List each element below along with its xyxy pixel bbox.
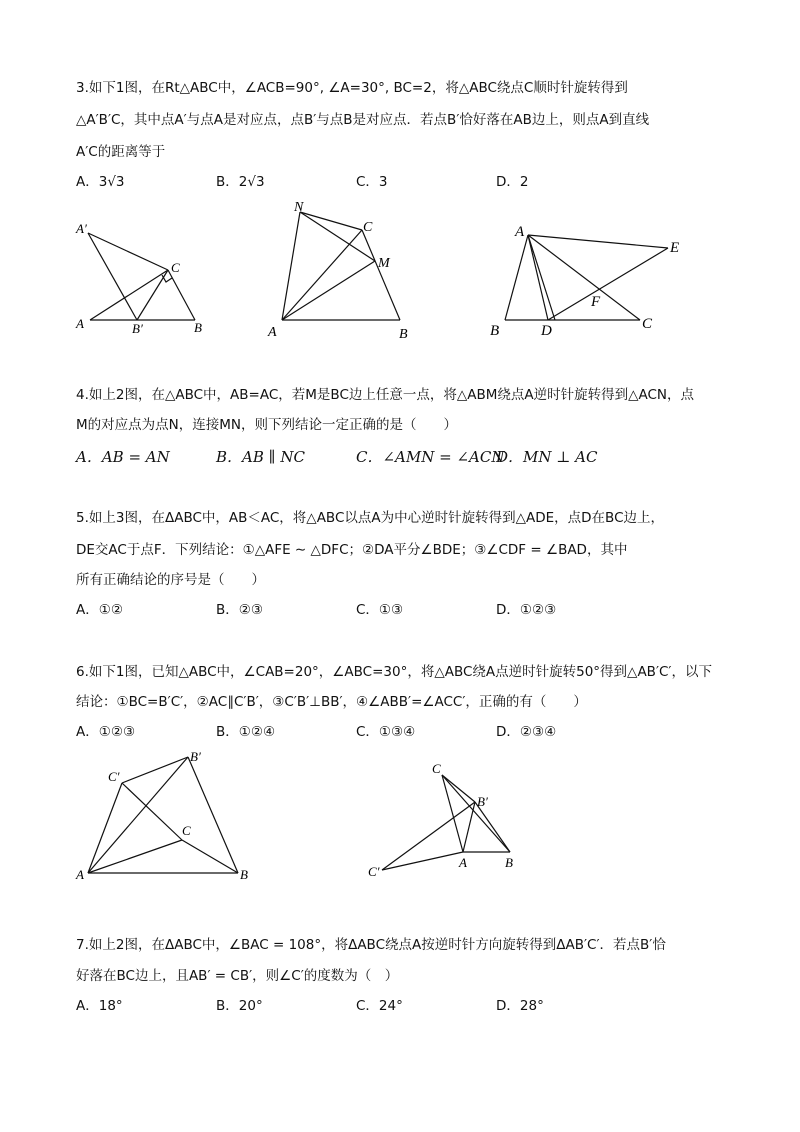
q3-line3: A′C的距离等于	[76, 144, 166, 160]
q6-option-c: C．①③④	[356, 724, 416, 740]
q7-option-a: A．18°	[76, 998, 123, 1014]
fig2-label-n: N	[294, 200, 304, 215]
fig3-label-b: B	[490, 323, 500, 339]
fig3-label-d: D	[541, 323, 552, 339]
q5-line3: 所有正确结论的序号是（ ）	[76, 572, 265, 588]
q4-option-c: C．∠AMN = ∠ACN	[356, 448, 505, 466]
figure-row-1	[70, 195, 730, 350]
fig2-label-c: C	[363, 220, 373, 235]
fig4-label-c: C	[182, 823, 191, 838]
q6-line1: 6.如下1图，已知△ABC中，∠CAB=20°，∠ABC=30°，将△ABC绕A点逆时针旋转50°得到△AB′C′，以下	[76, 664, 712, 680]
fig4-label-a: A	[76, 867, 84, 882]
fig1-label-b: B	[194, 320, 202, 335]
fig5-label-b: B	[505, 855, 513, 870]
fig4-label-b: B	[240, 867, 248, 882]
q3-option-c: C．3	[356, 174, 388, 190]
fig4-label-b-prime: B′	[190, 749, 201, 764]
fig2-label-b: B	[399, 327, 408, 342]
q4-option-b: B．AB ∥ NC	[216, 448, 305, 466]
q4-line2: M的对应点为点N，连接MN，则下列结论一定正确的是（ ）	[76, 417, 457, 433]
fig3-label-e: E	[670, 240, 680, 256]
q3-option-a: A．3√3	[76, 174, 125, 190]
q6-option-d: D．②③④	[496, 724, 557, 740]
q5-option-a: A．①②	[76, 602, 123, 618]
q5-line1: 5.如上3图，在ΔABC中，AB＜AC，将△ABC以点A为中心逆时针旋转得到△ADE，点D在BC边上，	[76, 510, 665, 526]
fig4-label-c-prime: C′	[108, 769, 120, 784]
q7-line2: 好落在BC边上，且AB′ = CB′，则∠C′的度数为（ ）	[76, 968, 399, 984]
q6-option-a: A．①②③	[76, 724, 136, 740]
figure-5	[382, 775, 510, 870]
fig1-label-b-prime: B′	[132, 321, 143, 336]
fig1-label-c: C	[171, 260, 180, 275]
q3-option-b: B．2√3	[216, 174, 265, 190]
fig1-label-a: A	[76, 316, 84, 331]
q3-line2: △A′B′C，其中点A′与点A是对应点，点B′与点B是对应点．若点B′恰好落在AB边上，则点A到直线	[76, 112, 650, 128]
q4-option-a: A．AB = AN	[76, 448, 170, 466]
q7-option-b: B．20°	[216, 998, 263, 1014]
fig2-label-m: M	[378, 256, 390, 271]
figure-1	[88, 233, 195, 320]
q5-option-c: C．①③	[356, 602, 404, 618]
fig3-label-c: C	[642, 316, 653, 332]
fig2-label-a: A	[268, 325, 277, 340]
fig5-label-c-prime: C′	[368, 864, 380, 879]
fig5-label-a: A	[459, 855, 467, 870]
q5-option-d: D．①②③	[496, 602, 557, 618]
q4-option-d: D．MN ⊥ AC	[496, 448, 598, 466]
q4-line1: 4.如上2图，在△ABC中，AB=AC，若M是BC边上任意一点，将△ABM绕点A逆时针旋转得到△ACN，点	[76, 387, 695, 403]
q6-line2: 结论：①BC=B′C′，②AC∥C′B′，③C′B′⊥BB′，④∠ABB′=∠ACC′，正确的有（ ）	[76, 694, 587, 710]
q3-line1: 3.如下1图，在Rt△ABC中，∠ACB=90°, ∠A=30°, BC=2，将△ABC绕点C顺时针旋转得到	[76, 80, 628, 96]
fig3-label-f: F	[591, 294, 601, 310]
q7-option-d: D．28°	[496, 998, 544, 1014]
q3-option-d: D．2	[496, 174, 529, 190]
q7-option-c: C．24°	[356, 998, 403, 1014]
q6-option-b: B．①②④	[216, 724, 276, 740]
fig3-label-a: A	[515, 224, 525, 240]
fig1-label-a-prime: A′	[76, 221, 87, 236]
figure-3	[505, 235, 668, 320]
q5-option-b: B．②③	[216, 602, 263, 618]
q7-line1: 7.如上2图，在ΔABC中，∠BAC = 108°，将ΔABC绕点A按逆时针方向旋转得到ΔAB′C′．若点B′恰	[76, 937, 666, 953]
figure-row-2	[70, 745, 540, 895]
fig5-label-c: C	[432, 761, 441, 776]
q5-line2: DE交AC于点F．下列结论：①△AFE ∼ △DFC；②DA平分∠BDE；③∠CDF = ∠BAD，其中	[76, 542, 628, 558]
fig5-label-b-prime: B′	[477, 794, 488, 809]
